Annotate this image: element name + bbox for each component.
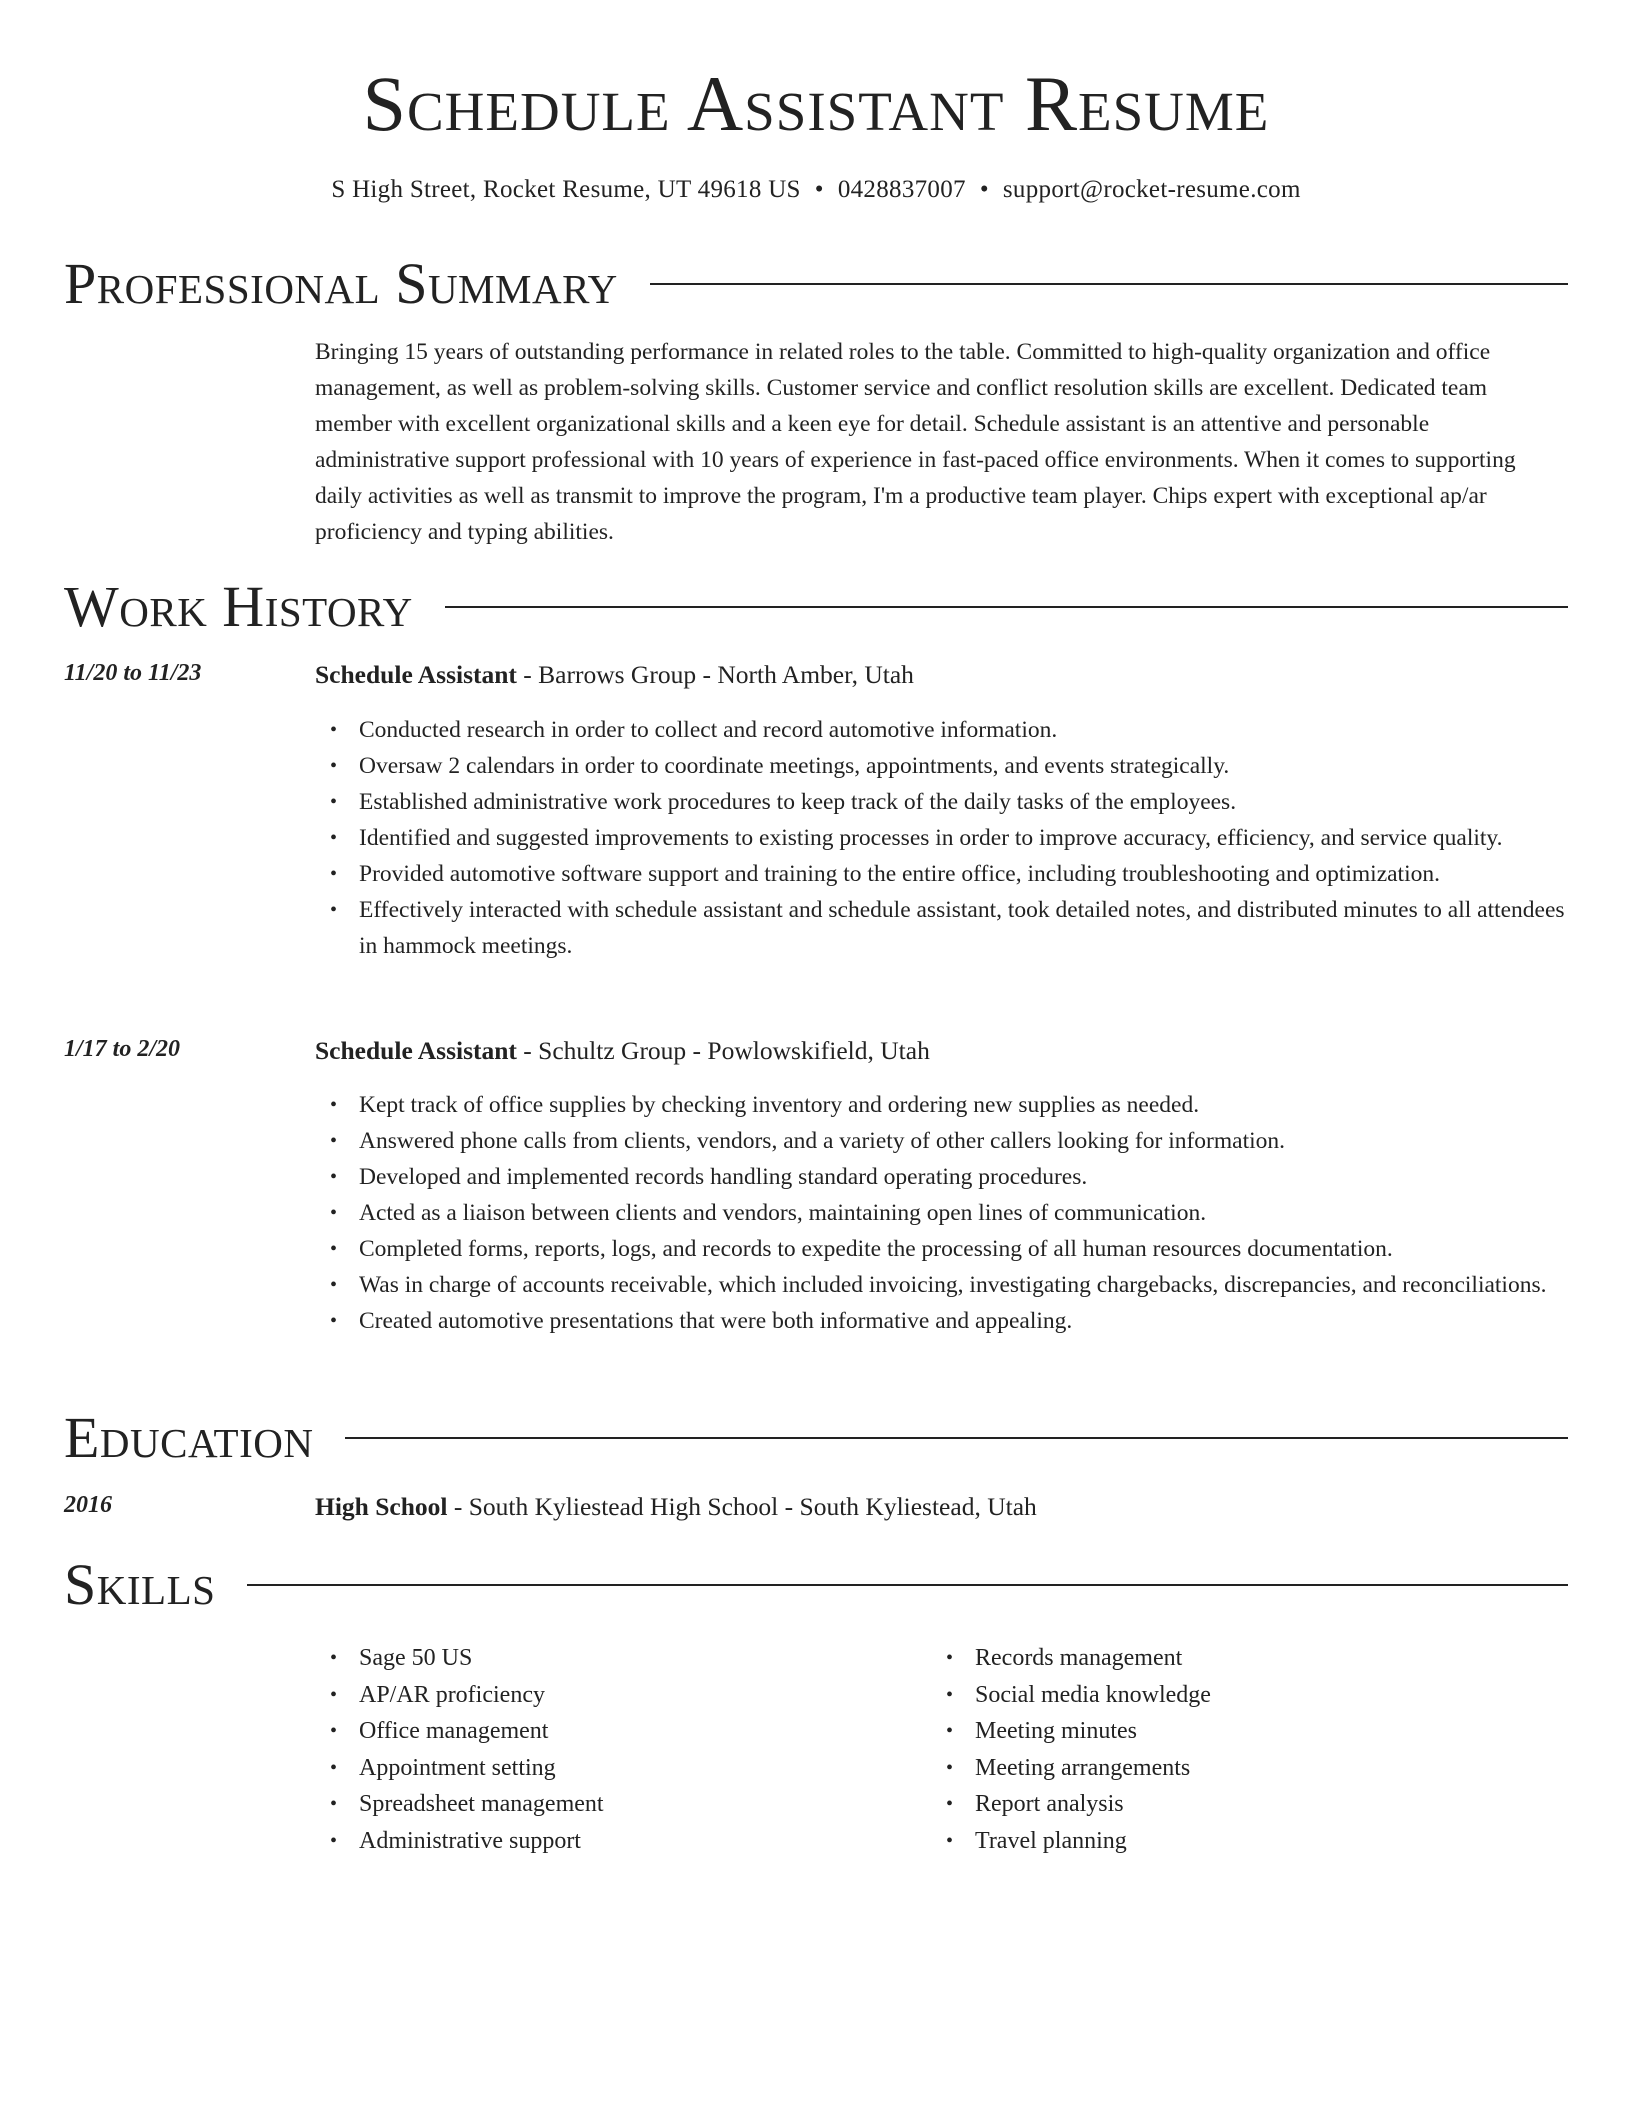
skills-list-right [931,1640,1211,1859]
skill-item: • Meeting minutes [975,1713,1211,1750]
job-bullet: • Developed and implemented records handling standard operating procedures. [359,1159,1568,1195]
contact-phone: 0428837007 [837,176,966,203]
job-bullet: • Completed forms, reports, logs, and records to expedite the processing of all human resources documentation. [359,1231,1568,1267]
job-title-line [315,1036,930,1066]
education-section-header [64,1406,1568,1470]
skill-item: • Report analysis [975,1786,1211,1823]
skill-item: • Sage 50 US [359,1640,604,1677]
section-divider [445,606,1568,608]
skill-item: • Administrative support [359,1823,604,1860]
section-divider [650,283,1568,285]
skill-item: • Meeting arrangements [975,1750,1211,1787]
contact-line [0,176,1632,204]
job-dates: 11/20 to 11/23 [64,660,202,686]
job-dates: 1/17 to 2/20 [64,1036,181,1062]
job-bullet: • Created automotive presentations that were both informative and appealing. [359,1303,1568,1339]
skills-heading: Skills [64,1552,216,1617]
job-details: - Schultz Group - Powlowskifield, Utah [516,1036,930,1065]
education-details: - South Kyliestead High School - South Kyliestead, Utah [447,1492,1037,1521]
summary-text: Bringing 15 years of outstanding performance in related roles to the table. Committed to high-quality organization and office management, as well as problem-solving skills. Customer service and conflict resolution skills are excellent. Dedicated team member with excellent organizational skills and a keen eye for detail. Schedule assistant is an attentive and personable administrative support professional with 10 years of experience in fast-paced office environments. When it comes to supporting daily activities as well as transmit to improve the program, I'm a productive team player. Chips expert with exceptional ap/ar proficiency and typing abilities. [315,339,1516,545]
contact-email: support@rocket-resume.com [1002,176,1301,203]
job-bullet: • Provided automotive software support and training to the entire office, including troubleshooting and optimization. [359,856,1568,892]
job-bullet: • Was in charge of accounts receivable, which included invoicing, investigating chargebacks, discrepancies, and reconciliations. [359,1267,1568,1303]
job-title-line [315,660,914,690]
skill-item: • AP/AR proficiency [359,1677,604,1714]
job-bullet: • Identified and suggested improvements to existing processes in order to improve accuracy, efficiency, and service quality. [359,820,1568,856]
job-bullets [315,1087,1568,1339]
education-heading: Education [64,1405,314,1470]
job-title: Schedule Assistant [315,660,517,689]
work-history-heading: Work History [64,574,413,639]
job-details: - Barrows Group - North Amber, Utah [516,660,914,689]
contact-address: S High Street, Rocket Resume, UT 49618 US [331,176,801,203]
skill-item: • Travel planning [975,1823,1211,1860]
contact-separator: • [814,176,824,203]
summary-heading: Professional Summary [64,251,618,316]
job-bullet: • Kept track of office supplies by checking inventory and ordering new supplies as needed. [359,1087,1568,1123]
skill-item: • Social media knowledge [975,1677,1211,1714]
work-history-section-header [64,575,1568,639]
section-divider [345,1437,1568,1439]
job-bullet: • Answered phone calls from clients, vendors, and a variety of other callers looking for information. [359,1123,1568,1159]
section-divider [247,1584,1568,1586]
education-line [315,1492,1037,1522]
education-degree: High School [315,1492,448,1521]
job-bullet: • Acted as a liaison between clients and vendors, maintaining open lines of communication. [359,1195,1568,1231]
skills-list-left [315,1640,604,1859]
education-year: 2016 [64,1492,112,1518]
resume-title: Schedule Assistant Resume [362,60,1270,147]
skill-item: • Records management [975,1640,1211,1677]
summary-section-header [64,252,1568,316]
contact-separator: • [979,176,989,203]
job-bullet: • Established administrative work procedures to keep track of the daily tasks of the employees. [359,784,1568,820]
skill-item: • Spreadsheet management [359,1786,604,1823]
skills-section-header [64,1553,1568,1617]
job-title: Schedule Assistant [315,1036,517,1065]
skill-item: • Appointment setting [359,1750,604,1787]
job-bullet: • Oversaw 2 calendars in order to coordinate meetings, appointments, and events strategically. [359,748,1568,784]
job-bullet: • Conducted research in order to collect and record automotive information. [359,712,1568,748]
skill-item: • Office management [359,1713,604,1750]
job-bullet: • Effectively interacted with schedule assistant and schedule assistant, took detailed notes, and distributed minutes to all attendees in hammock meetings. [359,892,1568,964]
job-bullets [315,712,1568,964]
